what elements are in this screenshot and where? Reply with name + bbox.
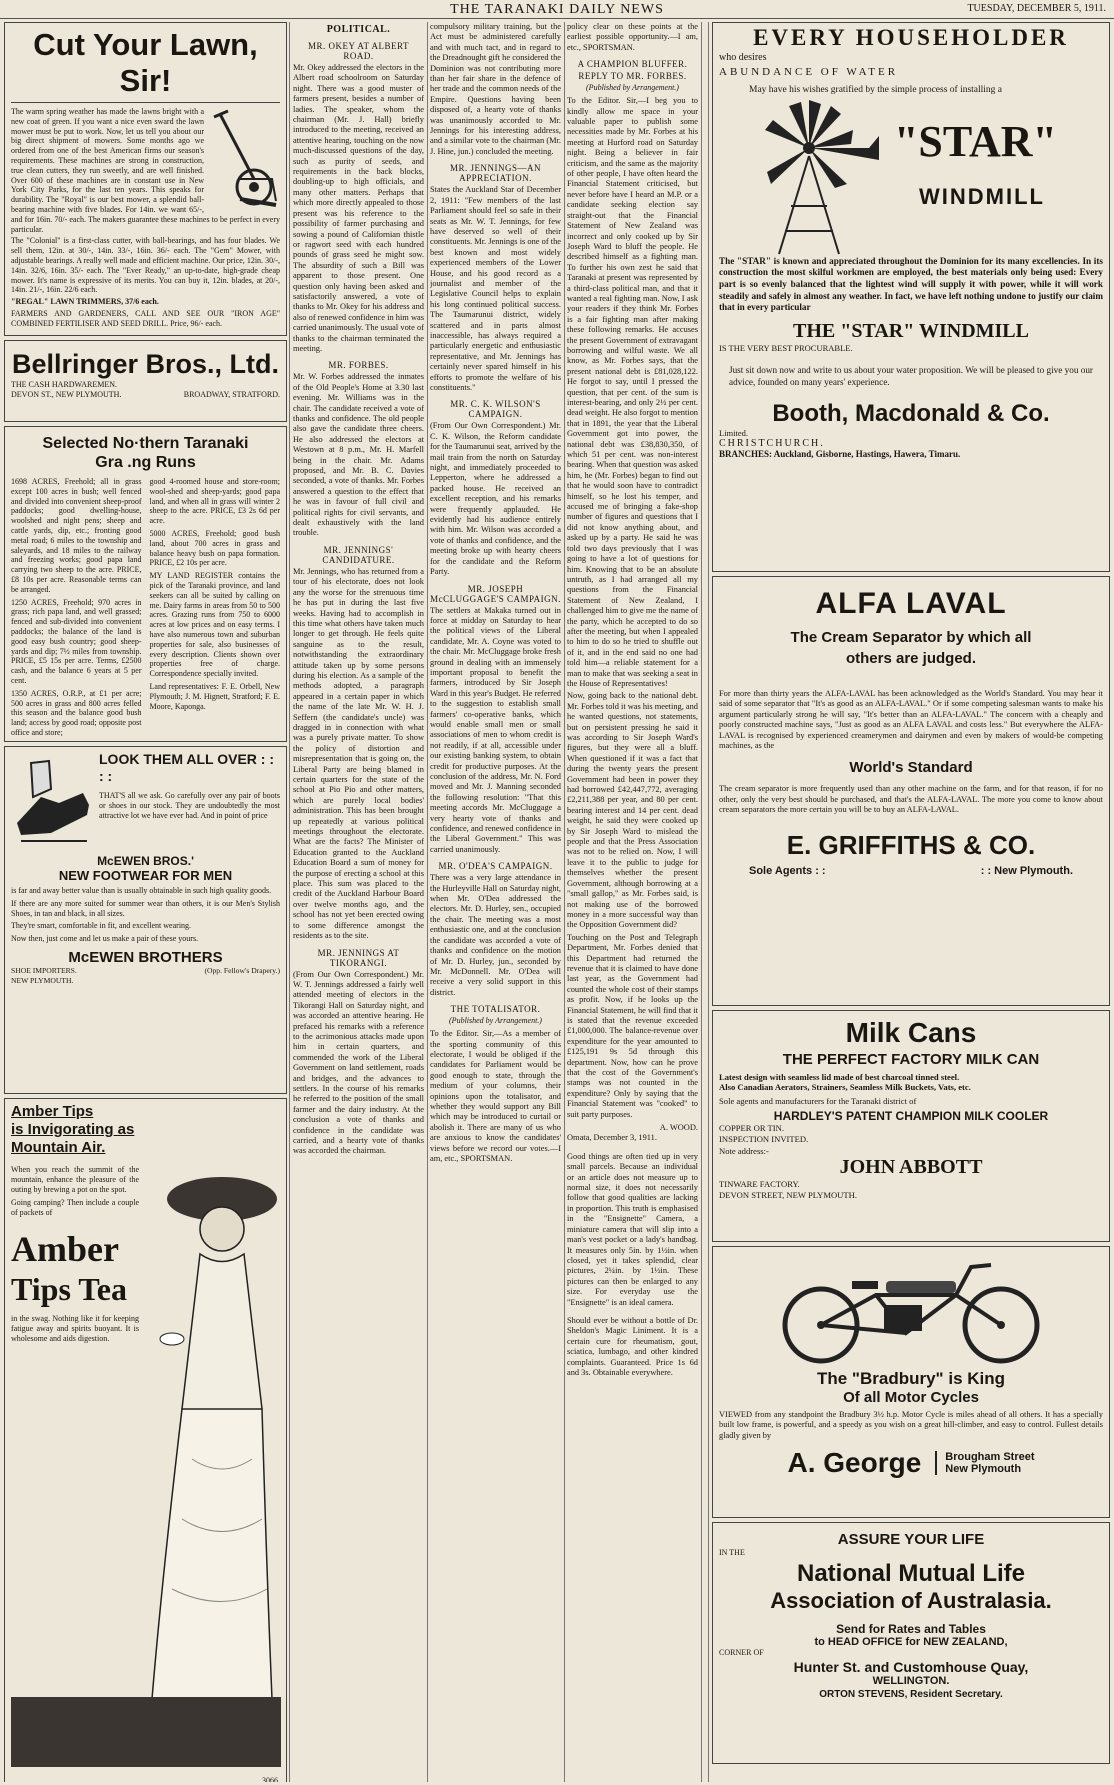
- bluffer-body-2: Now, going back to the national debt. Mr. Forbes told it was his meeting, and he wanted questions, not statements, but on persistent pressing he said it was according to Sir Joseph Ward's figures, but they were all a bluff. When questioned if it was a fact that during the twenty years the present Government had been in power they had borrowed £42,447,772, averaging £2,211,388 per year, and 80 per cent. bearing interest and 14 per cent. dead weight, he said they were cooked up by Sir Joseph Ward to mislead the people and that the Press Association was not to be relied on. Now, I will leave it to the public to judge for themselves whether the present Government, although borrowing at a "small gallop," as Mr. Forbes said, is not making use of the borrowed money in a more successful way than the Opposition Government did?: [567, 691, 698, 930]
- letter-signature: A. WOOD.: [659, 1123, 698, 1133]
- right-ad-column: [712, 22, 1110, 1782]
- bellringer-name: Bellringer Bros., Ltd.: [11, 349, 280, 379]
- mutual-secretary: ORTON STEVENS, Resident Secretary.: [819, 1688, 1003, 1700]
- bellringer-ad: [4, 340, 287, 422]
- mcewen-intro: THAT'S all we ask. Go carefully over any pair of boots or shoes in our stock. They are undoubtedly the most attractive lot we have ever had. And in point of price: [99, 791, 280, 820]
- amber-packet-banner: [11, 1697, 281, 1767]
- land-lot-1698: 1698 ACRES, Freehold; all in grass except 100 acres in bush; well fenced and divided into convenient sheep-proof paddocks; good dwelling-house, woolshed and night pens; sheep and cattle yards, dip, etc.; fronting good metal road; 6 miles to the township and saleyards, and 18 miles to the railway and freezing works; good papa land carrying two sheep to the acre. PRICE, £8 10s per acre. Reasonable terms can be arranged.: [11, 477, 142, 594]
- milk-cans-headline: Milk Cans: [845, 1017, 977, 1048]
- bellringer-address-right: BROADWAY, STRATFORD.: [183, 390, 280, 400]
- mutual-corner-of: CORNER OF: [719, 1648, 764, 1658]
- alfa-tagline-1: The Cream Separator by which all: [790, 629, 1032, 646]
- mutual-assure: ASSURE YOUR LIFE: [837, 1531, 985, 1548]
- alfa-para-1: For more than thirty years the ALFA-LAVAL has been acknowledged as the World's Standard. You may hear it said of some separator that "It's as good as an ALFA-LAVAL." Or if some competing salesman wants to make his argument particularly strong he will say, "It's better than an ALFA-LAVAL." The concern with a cheaply and poorly constructed machine says, "Just as good as an ALFA LAVAL and costs less." But everywhere the ALFA-LAVAL is recognised by experienced creamerymen and dairymen and even by makers of would-be competing machines, as the: [719, 689, 1103, 751]
- john-abbott-address: DEVON STREET, NEW PLYMOUTH.: [719, 1189, 857, 1200]
- land-sale-ad: [4, 426, 287, 742]
- odea-title: MR. O'DEA'S CAMPAIGN.: [438, 861, 553, 872]
- milk-cans-sole-agents: Sole agents and manufacturers for the Taranaki district of: [719, 1095, 917, 1106]
- amber-tips-tea-ad: [4, 1098, 287, 1782]
- mcewen-footwear-ad: [4, 746, 287, 1094]
- totalisator-sub: (Published by Arrangement.): [449, 1016, 542, 1026]
- booth-city: CHRISTCHURCH.: [719, 437, 825, 449]
- mutual-name-1: National Mutual Life: [797, 1560, 1025, 1588]
- land-ad-headline: Selected No·thern Taranaki Gra .ng Runs: [42, 435, 249, 471]
- bradbury-motorcycle-ad: [712, 1246, 1110, 1518]
- milk-cooler-material: COPPER OR TIN.: [719, 1123, 785, 1134]
- star-brand: "STAR": [894, 116, 1057, 166]
- column-rule: [564, 22, 565, 1782]
- newspaper-title: THE TARANAKI DAILY NEWS: [450, 2, 664, 17]
- liniment-paragraph: Should ever be without a bottle of Dr. Sheldon's Magic Liniment. It is a certain cure for rheumatism, gout, sciatica, lumbago, and other kindred complaints. Guaranteed. Price 1s 6d and 3s. Obtainable everywhere.: [567, 1315, 698, 1377]
- star-write-to-us: Just sit down now and write to us about your water proposition. We will be pleased to give you our advice, founded on many years' experience.: [729, 365, 1093, 387]
- lawn-mower-ad: [4, 22, 287, 336]
- john-abbott-factory: TINWARE FACTORY.: [719, 1179, 800, 1190]
- land-lot-1250: 1250 ACRES, Freehold; 970 acres in grass; rich papa land, and well grassed; fenced and sub-divided into convenient paddocks; the balance of the land is good easy bush country; good sheep-yards and dip; 7½ miles from township. PRICE, £5 15s per acre. Terms, £2500 cash, and the balance 6 years at 5 per cent.: [11, 597, 142, 685]
- a-george-street: Brougham Street: [945, 1451, 1035, 1464]
- okey-article-body: Mr. Okey addressed the electors in the Albert road schoolroom on Saturday night. There was a good muster of farmers present, besides a number of ladies. The speaker, whom the chairman (Mr. J. Hall) briefly introduced to the meeting, received an attentive hearing, touching on the now much-discussed questions of the day, such as purity of seeds, and requirements in the back blocks, doubling-up to high officials, and many other matters. Perhaps that which more directly appealed to those present was his reference to the possibility of farmer purchasing and sowing a pound of Californian thistle or ragwort seed with each hundred pounds of grass seed he might sow. The absurdity of such a Bill was apparent to those present. One question only having been asked and satisfactorily answered, a vote of thanks to Mr. Okey for his address and also of renewed confidence in him was carried unanimously. The usual vote of thanks to the chairman terminated the meeting.: [293, 63, 424, 353]
- bellringer-tagline: THE CASH HARDWAREMEN.: [11, 380, 117, 389]
- alfa-para-2: The cream separator is more frequently used than any other machine on the farm, and for that reason, if for no other, only the very best should be purchased, and that's the ALFA-LAVAL. The more you come to know about cream separators the more certain you will be to buy an ALFA-LAVAL.: [719, 784, 1103, 815]
- column-rule: [427, 22, 428, 1782]
- totalisator-title: THE TOTALISATOR.: [450, 1004, 541, 1015]
- shoe-icon: [11, 753, 93, 848]
- bluffer-title: A CHAMPION BLUFFER.: [577, 59, 688, 70]
- mutual-head-office: to HEAD OFFICE for NEW ZEALAND,: [814, 1636, 1008, 1649]
- bellringer-address-left: DEVON ST., NEW PLYMOUTH.: [11, 390, 122, 400]
- mcewen-call: Now then, just come and let us make a pair of these yours.: [11, 934, 199, 944]
- sportsman-letter-end: policy clear on these points at the earliest possible opportunity.—I am, etc., SPORTSMAN.: [567, 22, 698, 52]
- bradbury-body: VIEWED from any standpoint the Bradbury 3½ h.p. Motor Cycle is miles ahead of all others. It has a specially built low frame, is powerful, and a speedy as you wish on a great hill-climber, and easy to control. Fullest details gladly given by: [719, 1410, 1103, 1440]
- totalisator-body: To the Editor. Sir,—As a member of the sporting community of this electorate, I would be obliged if the candidates for Parliament would be good enough to state, through the medium of your columns, their opinions upon the totalisator, and whether they would support any Bill which may be introduced to curtail or abolish it. There are many of us who are anxious to know the candidates' views before we record our votes.—I am, etc., SPORTSMAN.: [430, 1029, 561, 1163]
- mutual-city: WELLINGTON.: [872, 1674, 950, 1687]
- bluffer-subtitle: REPLY TO MR. FORBES.: [578, 71, 687, 82]
- letter-date: Omata, December 3, 1911.: [567, 1133, 657, 1143]
- mcewen-name: McEWEN BROS.': [97, 854, 194, 868]
- lawn-ad-farmers: FARMERS AND GARDENERS, CALL AND SEE OUR "IRON AGE" COMBINED FERTILISER AND SEED DRILL. Price, 96/- each.: [11, 308, 280, 328]
- a-george-town: New Plymouth: [945, 1463, 1022, 1476]
- okey-article-title: MR. OKEY AT ALBERT ROAD.: [308, 41, 409, 61]
- tikorangi-article-body: (From Our Own Correspondent.) Mr. W. T. Jennings addressed a fairly well attended meeting of electors in the Tikorangi Hall on Saturday night, and was accorded an attentive hearing. He prefaced his remarks with a reference to the acrimonious attacks made upon him in certain quarters, and commended the work of the Liberal Government on land settlement, roads and bridges, and the advances to settlers. In the course of his remarks he referred to the position of the small farmer and the dairy industry. At the conclusion a vote of thanks and confidence in the candidate was carried, and a hearty vote of thanks was accorded the chairman.: [293, 969, 424, 1156]
- griffiths-sole-agents: Sole Agents : :: [749, 864, 826, 877]
- mutual-street: Hunter St. and Customhouse Quay,: [793, 1658, 1029, 1675]
- lawn-ad-body: The warm spring weather has made the lawns bright with a new coat of green. If you want a nice even sward the lawn mower must be put to work. Now, let us tell you about our big direct shipment of mowers. Some months ago we ordered from one of the best American firms our season's requirements. These machines are strong in construction, true clean cutters, they run sweetly, and are well finished. Over 600 of these machines are in constant use in New York City Parks, for the last ten years. This speaks for durability. The "Royal" is our best mower, a splendid ball-bearing machine with five blades. For 14in. we want 65/-, and for 16in. 70/- each. The makers guarantee these machines to be perfect in every particular.: [11, 107, 280, 234]
- land-lot-1350: 1350 ACRES, O.R.P., at £1 per acre; 500 acres in grass and 800 acres felled this season and the balance good bush land; access by good road; opposite post office and store;: [11, 688, 142, 737]
- tikorangi-article-title: MR. JENNINGS AT TIKORANGI.: [317, 947, 400, 968]
- amber-camping-text: Going camping? Then include a couple of packets of: [11, 1198, 139, 1218]
- amber-brand-1: Amber: [11, 1228, 119, 1269]
- booth-branches: BRANCHES: Auckland, Gisborne, Hastings, Hawera, Timaru.: [719, 449, 961, 460]
- mcewen-town: NEW PLYMOUTH.: [11, 976, 74, 986]
- land-lot-5000: 5000 ACRES, Freehold; good bush land, about 700 acres in grass and balance heavy bush on papa formation. PRICE, £2 10s per acre.: [149, 528, 280, 568]
- star-abundance: ABUNDANCE OF WATER: [719, 66, 899, 79]
- booth-macdonald-name: Booth, Macdonald & Co.: [772, 400, 1050, 428]
- lawn-ad-headline: Cut Your Lawn, Sir!: [11, 27, 280, 103]
- column-rule: [708, 22, 709, 1782]
- griffiths-name: E. GRIFFITHS & CO.: [786, 829, 1036, 860]
- jennings-article-body: Mr. Jennings, who has returned from a tour of his electorate, does not look any the worse for the strenuous time he has put in during the last five weeks. Having had to accomplish in this time what others have taken much longer to get through. He feels quite sanguine as to the result, notwithstanding the extraordinary attitude taken up by some persons during his election. As a sample of the methods adopted, a paragraph appeared in a certain paper in which the name of the late Mr. W. H. J. Seffern (the candidate's uncle) was dragged in in connection with what was a purely private matter. To show the policy of distortion and misrepresentation that is going on, the Liberal Party are being blamed in certain quarters for the state of the school at Pio Pio and other matters, which are purely local bodies' administration. This has been brought up repeatedly at various political meetings throughout the electorate. What are the facts? The Minister of Education granted to the Auckland Education Board a sum of money for the purpose of erecting a school at this place. This sum was placed to the credit of the Auckland Harbour Board over twelve months ago, and the school has not yet been erected owing to some difference amongst the residents as to the site.: [293, 566, 424, 941]
- forbes-article-body: Mr. W. Forbes addressed the inmates of the Old People's Home at 3.30 last evening. Mr. Williams was in the chair. The candidate received a vote of thanks and confidence. The old people also gave the candidate three cheers. He also addressed the electors at Westown at 8 p.m., Mr. H. Marfell being in the chair. Mr. Adams proposed, and Mr. B. C. Davies seconded, a vote of thanks. Mr. Forbes answered a question to the effect that he was in favour of full civil and political rights for civil servants, and dealt exhaustively with the land trouble.: [293, 372, 424, 538]
- amber-code: 3066: [262, 1776, 278, 1782]
- milk-cans-subhead: THE PERFECT FACTORY MILK CAN: [782, 1051, 1040, 1068]
- star-wishes: May have his wishes gratified by the simple process of installing a: [749, 84, 1003, 95]
- bradbury-subhead: Of all Motor Cycles: [843, 1389, 979, 1406]
- mcewen-location-note: (Opp. Fellow's Drapery.): [204, 965, 280, 975]
- star-body: The "STAR" is known and appreciated throughout the Dominion for its many excellencies. In its construction the most skilful workmen are employed, the best materials only being used: Every part is so evenly balanced that the lightest wind will supply it with power, while it will work steadily and safely in almost any weather. In fact, we have left nothing undone to justify our claim that in every particular: [719, 255, 1103, 313]
- bluffer-body-1: To the Editor. Sir,—I beg you to kindly allow me space in your valuable paper to publish some necessities made by Mr. Forbes at his meeting at Hurford road on Saturday night. Being a believer in fair criticism, and the same as the majority of other people, I have often heard the Financial Statement criticised, but never before have I heard an M.P. or a candidate seeking election say straight-out that the Financial Statement of New Zealand was incorrect and only cooked up by Sir Joseph Ward to bluff the people. He described himself as a fighting man. To further his own zest he said that Taranaki at present was represented by a third-class political man, and that it wanted a real fighting man. Now, I ask your readers if they think Mr. Forbes is a fair fighting man after making these following remarks. He accuses the present Government of extravagant borrowing and wilful waste. We all know, as Mr. Forbes says, that the present national debt is £81,028,122. He forgot to say, until I pressed the question, that per cent. of the sum is interest-bearing, and only 2½ per cent. dead weight. He also forgot to mention that in 1891, the year that the Liberal Government got into power, the national debt was £38,830,350, of which 51 per cent. was non-interest bearing. When that question was asked him, he (Mr. Forbes) began to find out that he would soon have to contradict himself, so he lost his temper, and accused me of bringing a fake-shop number of figures and questions that I did not know anything about, and asked up by a party. He said he was told two days previously that I was going to have a lot of questions for him. Knowing that to be an absolute untruth, as I had arranged all my questions from the Financial Statement of New Zealand, I challenged him to give me the name of the party, which he accepted to do so after the meeting, but when I appealed to him to do so he tried to shuffle out of it, and in the end said no one had told him—a reliable statement for a man to make that was seeking a seat in the House of Representatives!: [567, 96, 698, 688]
- news-column-3: [430, 22, 561, 1782]
- column-rule: [701, 22, 702, 1782]
- amber-headline-2: is Invigorating as: [11, 1121, 135, 1138]
- bradbury-headline: The "Bradbury" is King: [816, 1369, 1006, 1388]
- land-representatives: Land representatives: F. E. Orbell, New Plymouth; J. M. Hignett, Stratford; F. E. Moore, Kaponga.: [149, 681, 280, 711]
- amber-headline-3: Mountain Air.: [11, 1139, 106, 1156]
- lady-with-teacup-illustration: [142, 1159, 282, 1719]
- mutual-rates: Send for Rates and Tables: [836, 1622, 986, 1637]
- mcewen-importers: SHOE IMPORTERS.: [11, 965, 77, 975]
- appreciation-body: States the Auckland Star of December 2, 1911: "Few members of the last Parliament should feel so safe in their seats as Mr. W. T. Jennings, for few have deserved so well of their constituents. Mr. Jennings is one of the best known and most widely experienced members of the Lower House, and his good record as a journalist and member of the Legislative Council helps to explain his long continued political success. The Taumarunui district, widely scattered and in parts almost inaccessible, has always required a particularly energetic and enthusiastic representative, and Mr. Jennings has certainly never spared himself in his efforts to promote the welfare of his constituents.": [430, 185, 561, 392]
- wilson-body: (From Our Own Correspondent.) Mr. C. K. Wilson, the Reform candidate for the Taumarunui seat, arrived by the mail train from the north on Saturday night, and immediately proceeded to Lepperton, where he addressed a packed house. He received an excellent reception, and his remarks were frequently applauded. He evidently had his audience entirely with him. Mr. Wilson was accorded a vote of thanks and confidence, and the meeting broke up with hearty cheers for the candidate and the Reform Party.: [430, 421, 561, 577]
- motorcycle-icon: [766, 1255, 1056, 1365]
- mutual-in-the: IN THE: [719, 1548, 745, 1557]
- milk-cans-ad: [712, 1010, 1110, 1242]
- land-register: MY LAND REGISTER contains the pick of the Taranaki province, and land seekers can all be suited by calling on me. Dairy farms in areas from 50 to 500 acres. Grazing runs from 750 to 6000 acres at low prices and on easy terms. I have also numerous town and suburban properties for sale, also businesses of every description. Clients shown over properties free of charge. Correspondence specially invited.: [149, 571, 280, 679]
- amber-summit-text: When you reach the summit of the mountain, enhance the pleasure of the outing by brewing a pot on the spot.: [11, 1165, 139, 1194]
- forbes-article-title: MR. FORBES.: [328, 360, 389, 371]
- mcewen-value: is far and away better value than is usually obtainable in such high quality goods.: [11, 886, 272, 895]
- john-abbott-name: JOHN ABBOTT: [839, 1156, 983, 1179]
- masthead: [0, 0, 1114, 19]
- milk-cooler: HARDLEY'S PATENT CHAMPION MILK COOLER: [773, 1109, 1049, 1124]
- star-windmill-word: WINDMILL: [919, 183, 1045, 209]
- column-rule: [289, 22, 290, 1782]
- lawn-ad-models: The "Colonial" is a first-class cutter, with ball-bearings, and has four blades. We sell them, 12in. at 30/-, 14in. 33/-, 16in. 36/- each. The "Gem" Mower, with adjustable bearings. A really well made and efficient machine. Our price, 12in. 30/-, 14in. 32/6, 16in. 35/- each. The "Ever Ready," an up-to-date, high-grade cheap mower. It's name is expressive of its merits. You can buy it, 12in. blades, at 20/-, 14in. 21/-, 16in. 22/6 each.: [11, 236, 280, 295]
- jennings-article-title: MR. JENNINGS' CANDIDATURE.: [322, 544, 395, 565]
- lawn-ad-trimmers: "REGAL" LAWN TRIMMERS, 37/6 each.: [11, 297, 159, 307]
- griffiths-location: : : New Plymouth.: [980, 864, 1073, 877]
- mcewen-brothers: McEWEN BROTHERS: [68, 948, 223, 966]
- star-windmill-ad: [712, 22, 1110, 572]
- land-lot-1350-continued: good 4-roomed house and store-room; wool-shed and sheep-yards; good papa land, and when all in grass will winter 2 sheep to the acre. PRICE, £3 2s 6d per acre.: [149, 477, 280, 526]
- milk-cans-also: Also Canadian Aerators, Strainers, Seamless Milk Buckets, Vats, etc.: [719, 1082, 971, 1093]
- a-george-name: A. George: [787, 1447, 922, 1479]
- booth-limited: Limited.: [719, 428, 749, 439]
- milk-inspection: INSPECTION INVITED.: [719, 1133, 809, 1144]
- mcewen-new-footwear: NEW FOOTWEAR FOR MEN: [58, 868, 233, 883]
- issue-date: TUESDAY, DECEMBER 5, 1911.: [967, 3, 1106, 14]
- bluffer-body-3: Touching on the Post and Telegraph Department, Mr. Forbes denied that this Department had returned the revenue that it is claimed to have done last year, as the Government had counted the whole cost of their stamps as profit. Now, if he looks up the Financial Statement, he will find that it is stated that the revenue exceeded £1,000,000. The balance-revenue over expenditure for the year amounted to £125,191 9s 5d through this department. Now, how can he prove that the cost of the Government's stamps was not counted in the expenditure? Only by saying that the Financial Statement was "cooked" to suit party purposes.: [567, 932, 698, 1119]
- alfa-laval-ad: [712, 576, 1110, 1006]
- political-section-title: POLITICAL.: [326, 24, 391, 35]
- odea-body: There was a very large attendance in the Hurleyville Hall on Saturday night, when Mr. O'Dea addressed the electors. Mr. D. Hurley, sen., occupied the chair. The meeting was a most enthusiastic one, and at the conclusion the candidate was accorded a vote of thanks and confidence on the motion of Mr. D. Hurley, jun., seconded by Mr. McDonnell. Mr. O'Dea will receive a very solid support in this district.: [430, 873, 561, 997]
- mccluggage-body: The settlers at Makaka turned out in force at midday on Saturday to hear the political views of the Liberal candidate, Mr. A. Coyne was voted to the chair. Mr. McCluggage broke fresh ground in dealing with an immensely important proposal to benefit the farmers, introduced by Sir Joseph Ward in this year's Budget. He referred to the suggestion to establish small farmers' co-operative banks, which would enable small men or small associations of men to whom credit is not readily, if at all, accessible under our existing banking system, to obtain credit for productive purposes. At the conclusion of the address, Mr. N. Ford moved and Mr. J. Manning seconded the following resolution: "That this meeting accords Mr. McCluggage a very hearty vote of thanks and confidence, and renewed confidence in the Liberal Government." This was carried unanimously.: [430, 605, 561, 854]
- star-claim-sub: IS THE VERY BEST PROCURABLE.: [719, 342, 853, 353]
- mcewen-comfort: They're smart, comfortable in fit, and excellent wearing.: [11, 921, 192, 931]
- alfa-laval-name: ALFA LAVAL: [815, 587, 1007, 620]
- amber-brand-2: Tips Tea: [11, 1270, 127, 1307]
- left-ad-column: [4, 22, 287, 1782]
- national-mutual-ad: [712, 1522, 1110, 1764]
- amber-headline-1: Amber Tips: [11, 1103, 94, 1120]
- alfa-tagline-2: others are judged.: [845, 650, 977, 667]
- milk-cans-design: Latest design with seamless lid made of best charcoal tinned steel.: [719, 1072, 960, 1082]
- political-column: [293, 22, 424, 1782]
- mcewen-stylish: If there are any more suited for summer wear than others, it is our Men's Stylish Shoes, in tan and black, in all sizes.: [11, 898, 280, 918]
- windmill-icon: [729, 96, 889, 256]
- amber-swag-text: in the swag. Nothing like it for keeping fatigue away and spirits buoyant. It is wholesome and aids digestion.: [11, 1313, 139, 1343]
- lawn-mower-icon: [210, 109, 280, 209]
- milk-note-address: Note address:-: [719, 1146, 769, 1157]
- alfa-worlds-standard: World's Standard: [849, 759, 973, 777]
- mutual-name-2: Association of Australasia.: [770, 1588, 1052, 1614]
- star-headline: EVERY HOUSEHOLDER: [753, 25, 1069, 50]
- mccluggage-title: MR. JOSEPH McCLUGGAGE'S CAMPAIGN.: [430, 583, 561, 604]
- bluffer-published: (Published by Arrangement.): [586, 83, 679, 93]
- star-claim: THE "STAR" WINDMILL: [793, 319, 1029, 342]
- mcewen-look-headline: LOOK THEM ALL OVER : : : :: [99, 751, 274, 784]
- appreciation-title: MR. JENNINGS—AN APPRECIATION.: [449, 163, 541, 184]
- jennings-continued: compulsory military training, but the Act must be administered carefully and with much tact, and in regard to the Dreadnought gift he considered the Dominion was not contributing more than her fair share in the defence of her trade and the common needs of the Empire. Questions having been disposed of, a hearty vote of thanks was unanimously accorded to Mr. Jennings for his interesting address, and a similar vote to the chairman (Mr. J. Hine, jun.) concluded the meeting.: [430, 22, 561, 156]
- news-column-4: [567, 22, 698, 1782]
- star-who-desires: who desires: [719, 52, 767, 63]
- wilson-title: MR. C. K. WILSON'S CAMPAIGN.: [450, 399, 541, 420]
- camera-paragraph: Good things are often tied up in very small parcels. Because an individual or an article does not measure up to normal size, it does not necessarily follow that good qualities are lacking in proportion. This truth is emphasised in the "Ensignette" Camera, a miniature camera that will slip into a man's vest pocket or a lady's handbag. It measures only 5in. by 1½in. when closed, yet it takes splendid, clear pictures, 2¼in. by 1½in. These pictures can then be enlarged to any size. For everyday use the "Ensignette" is an ideal camera.: [567, 1151, 698, 1307]
